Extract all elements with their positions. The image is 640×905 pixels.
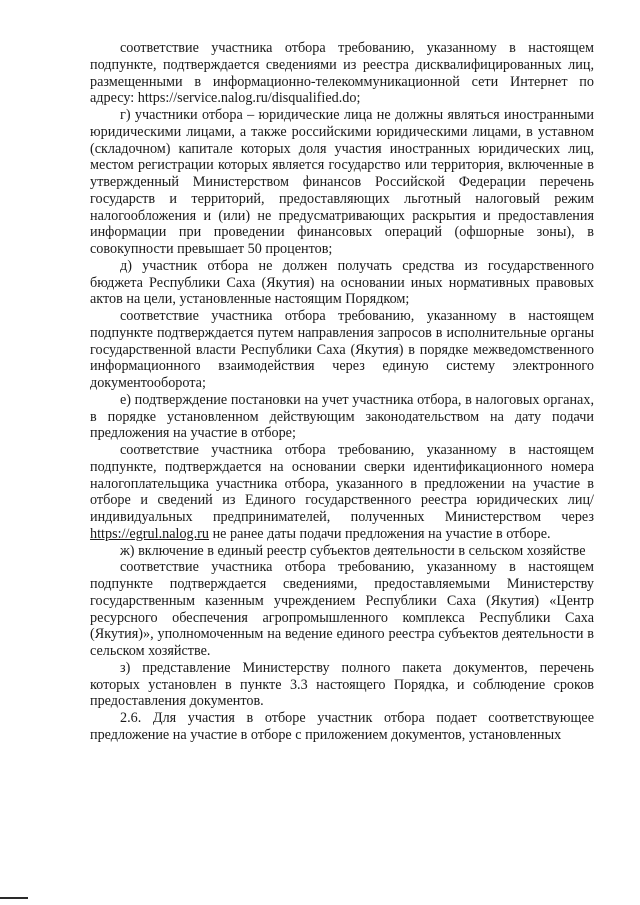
paragraph-d-confirmation: соответствие участника отбора требованию, указанному в настоящем подпункте подтверждается путем направления запросов в исполнительные органы государственной власти Республики Саха (Якутия) в порядке межведомственного информационного взаимодействия через единую систему электронного документооборота; (90, 308, 594, 391)
paragraph-e-confirmation-text: соответствие участника отбора требованию, указанному в настоящем подпункте, подтверждается на основании сверки идентификационного номера налогоплательщика участника отбора, указанного в предложении на участие в отборе и сведений из Единого государственного реестра юридических лиц/индивидуальных предпринимателей, полученных Министерством через (90, 442, 594, 525)
paragraph-e-confirmation (90, 442, 594, 543)
paragraph-g-foreign-entities: г) участники отбора – юридические лица не должны являться иностранными юридическими лицами, а также российскими юридическими лицами, в уставном (складочном) капитале которых доля участия иностранных юридических лиц, местом регистрации которых является государство или территория, включенные в утвержденный Министерством финансов Российской Федерации перечень государств и территорий, предоставляющих льготный налоговый режим налогообложения и (или) не предусматривающих раскрытия и предоставления информации при проведении финансовых операций (офшорные зоны), в совокупности превышает 50 процентов; (90, 107, 594, 257)
paragraph-e-confirmation-tail: не ранее даты подачи предложения на участие в отборе. (209, 525, 551, 542)
paragraph-d-budget-funds: д) участник отбора не должен получать средства из государственного бюджета Республики Саха (Якутия) на основании иных нормативных правовых актов на цели, установленные настоящим Порядком; (90, 257, 594, 308)
paragraph-z-documents: з) представление Министерству полного пакета документов, перечень которых установлен в пункте 3.3 настоящего Порядка, и соблюдение сроков предоставления документов. (90, 659, 594, 710)
paragraph-zh-confirmation: соответствие участника отбора требованию, указанному в настоящем подпункте подтверждается сведениями, предоставляемыми Министерству государственным казенным учреждением Республики Саха (Якутия) «Центр ресурсного обеспечения агропромышленного комплекса Республики Саха (Якутия)», уполномоченным на ведение единого реестра субъектов деятельности в сельском хозяйстве. (90, 559, 594, 659)
egrul-link[interactable]: https://egrul.nalog.ru (90, 525, 210, 542)
document-body (90, 40, 594, 744)
scan-edge-mark (0, 897, 28, 899)
paragraph-zh-agri-registry: ж) включение в единый реестр субъектов деятельности в сельском хозяйстве (120, 542, 586, 559)
paragraph-disqualified-registry: соответствие участника отбора требованию, указанному в настоящем подпункте, подтверждается сведениями из реестра дисквалифицированных лиц, размещенными в информационно-телекоммуникационной сети Интернет по адресу: https://service.nalog.ru/disqualified.do; (90, 40, 594, 107)
paragraph-2-6-application: 2.6. Для участия в отборе участник отбора подает соответствующее предложение на участие в отборе с приложением документов, установленных (90, 710, 594, 743)
paragraph-e-tax-registration: е) подтверждение постановки на учет участника отбора, в налоговых органах, в порядке установленном действующим законодательством на дату подачи предложения на участие в отборе; (90, 391, 594, 442)
